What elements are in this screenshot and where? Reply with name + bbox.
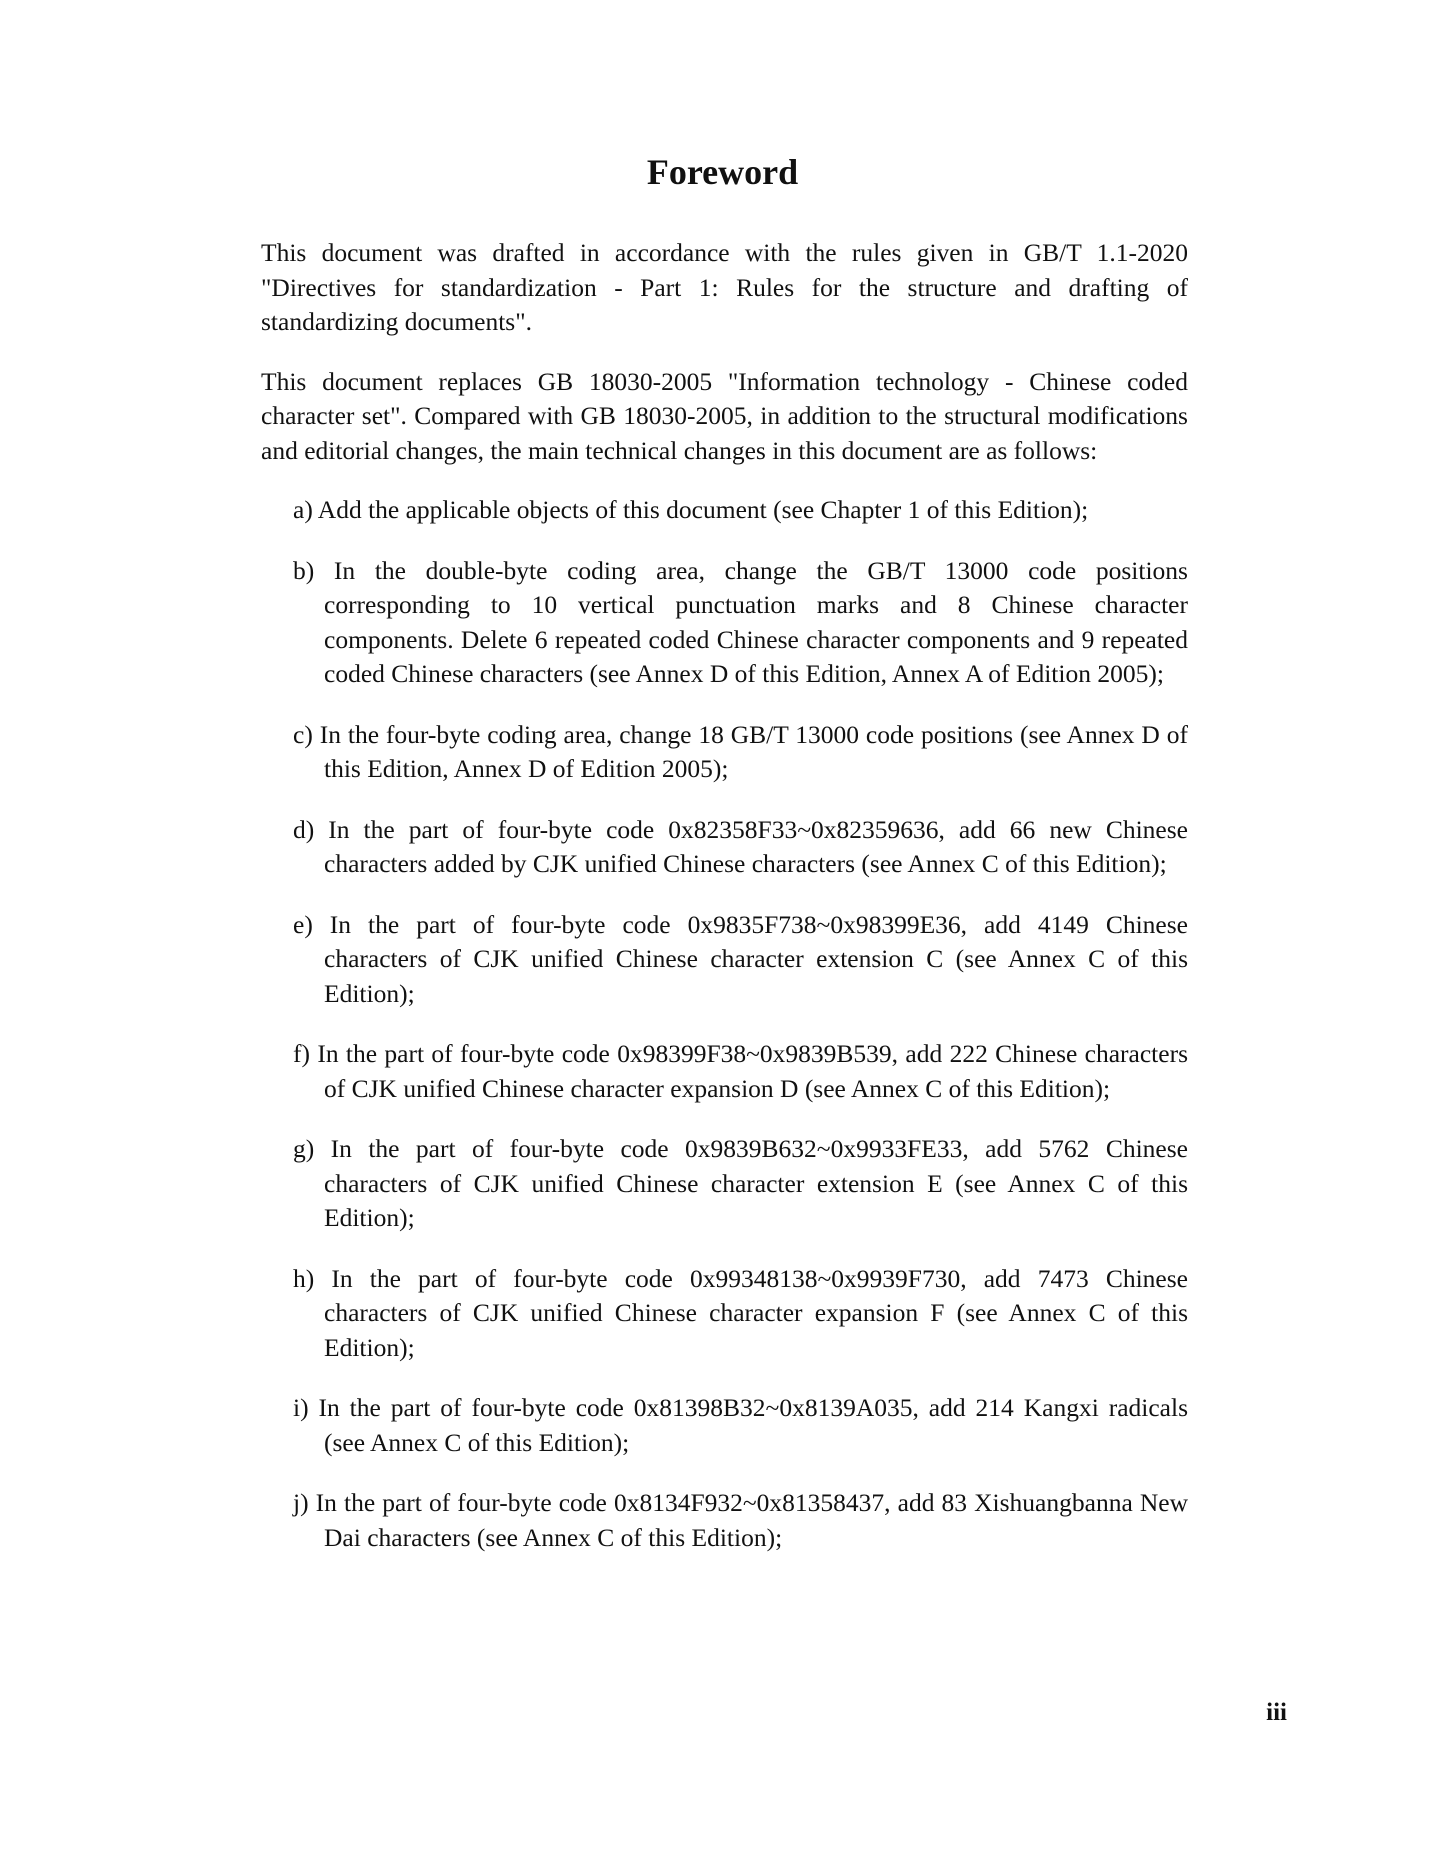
list-item-d: d) In the part of four-byte code 0x82358F33~0x82359636, add 66 new Chinese characters added by CJK unified Chinese characters (see Annex C of this Edition); [293, 814, 1188, 878]
list-item-g: g) In the part of four-byte code 0x9839B632~0x9933FE33, add 5762 Chinese characters of CJK unified Chinese character extension E (see Annex C of this Edition); [293, 1134, 1188, 1232]
list-item-b: b) In the double-byte coding area, change the GB/T 13000 code positions corresponding to 10 vertical punctuation marks and 8 Chinese character components. Delete 6 repeated coded Chinese character components and 9 repeated coded Chinese characters (see Annex D of this Edition, Annex A of Edition 2005); [293, 555, 1188, 688]
list-item-a: a) Add the applicable objects of this document (see Chapter 1 of this Edition); [293, 495, 1089, 524]
list-item-h: h) In the part of four-byte code 0x99348138~0x9939F730, add 7473 Chinese characters of CJK unified Chinese character expansion F (see Annex C of this Edition); [293, 1263, 1188, 1362]
page-title: Foreword [646, 152, 799, 192]
list-item-e: e) In the part of four-byte code 0x9835F738~0x98399E36, add 4149 Chinese characters of CJK unified Chinese character extension C (see Annex C of this Edition); [293, 909, 1188, 1008]
intro-paragraph-2: This document replaces GB 18030-2005 "Information technology - Chinese coded character set". Compared with GB 18030-2005, in addition to the structural modifications and editorial changes, the main technical changes in this document are as follows: [261, 366, 1188, 465]
list-item-c: c) In the four-byte coding area, change 18 GB/T 13000 code positions (see Annex D of this Edition, Annex D of Edition 2005); [293, 719, 1188, 783]
page-number: iii [1266, 1699, 1287, 1726]
document-body [261, 236, 1188, 1581]
list-item-f: f) In the part of four-byte code 0x98399F38~0x9839B539, add 222 Chinese characters of CJK unified Chinese character expansion D (see Annex C of this Edition); [293, 1039, 1188, 1103]
list-item-i: i) In the part of four-byte code 0x81398B32~0x8139A035, add 214 Kangxi radicals (see Annex C of this Edition); [293, 1393, 1188, 1457]
list-item-j: j) In the part of four-byte code 0x8134F932~0x81358437, add 83 Xishuangbanna New Dai characters (see Annex C of this Edition); [293, 1488, 1188, 1552]
intro-paragraph-1: This document was drafted in accordance with the rules given in GB/T 1.1-2020 "Directives for standardization - Part 1: Rules for the structure and drafting of standardizing documents". [261, 238, 1188, 336]
technical-changes-list [261, 493, 1188, 1555]
